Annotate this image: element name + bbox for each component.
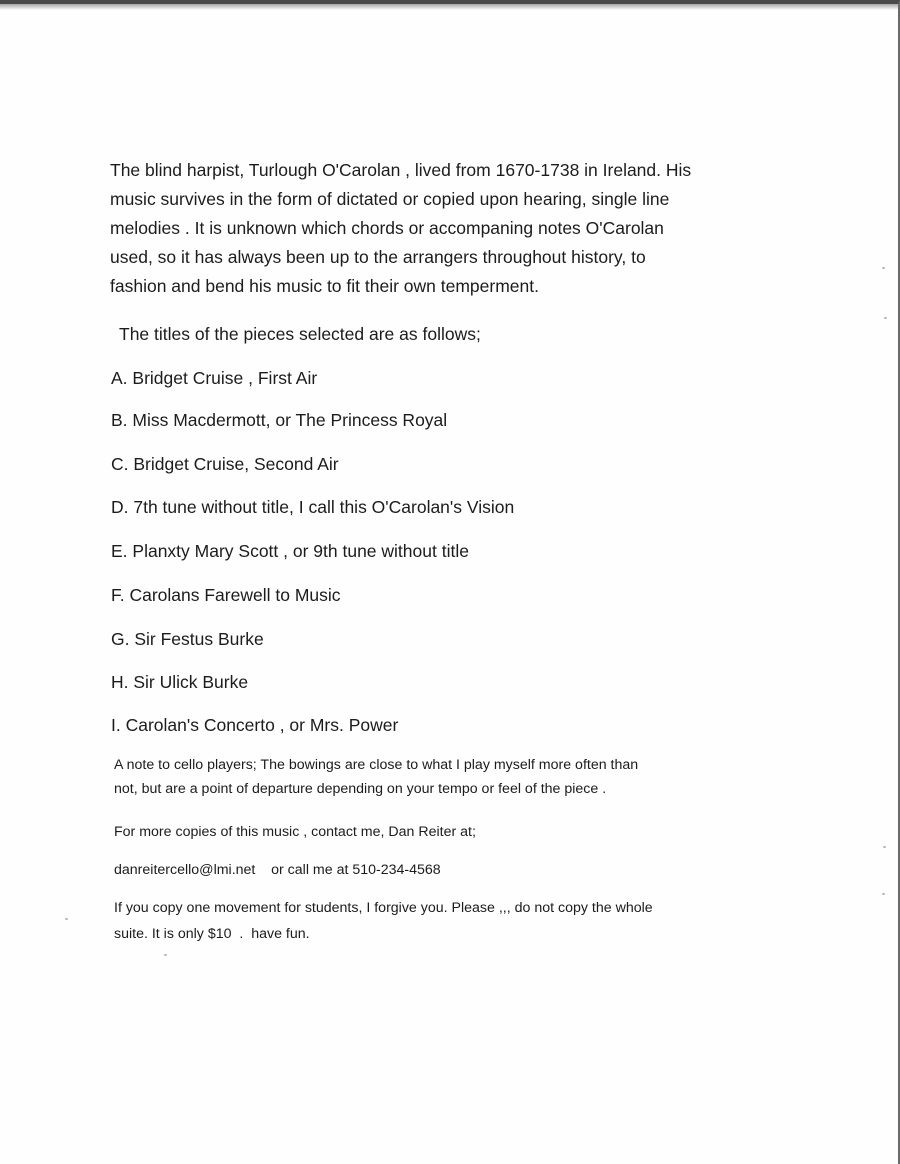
list-item: A. Bridget Cruise , First Air	[111, 368, 318, 388]
intro-line: The blind harpist, Turlough O'Carolan , lived from 1670-1738 in Ireland. His	[110, 160, 692, 180]
list-item: I. Carolan's Concerto , or Mrs. Power	[111, 715, 399, 735]
closing-line: suite. It is only $10 . have fun.	[114, 926, 310, 942]
titles-heading: The titles of the pieces selected are as follows;	[119, 324, 481, 344]
closing-line: If you copy one movement for students, I forgive you. Please ,,, do not copy the whole	[114, 900, 653, 916]
scan-speck	[884, 317, 887, 319]
scan-speck	[883, 846, 886, 848]
list-item: G. Sir Festus Burke	[111, 629, 264, 649]
note-line: not, but are a point of departure depending on your tempo or feel of the piece .	[114, 781, 607, 797]
contact-line: danreitercello@lmi.net or call me at 510-234-4568	[114, 862, 441, 878]
intro-line: music survives in the form of dictated or copied upon hearing, single line	[110, 189, 670, 209]
list-item: D. 7th tune without title, I call this O'Carolan's Vision	[111, 497, 515, 517]
intro-line: used, so it has always been up to the arrangers throughout history, to	[110, 247, 646, 267]
list-item: H. Sir Ulick Burke	[111, 672, 249, 692]
copies-note: For more copies of this music , contact me, Dan Reiter at;	[114, 824, 476, 840]
scan-speck	[65, 918, 68, 920]
scan-speck	[164, 954, 167, 956]
scan-speck	[882, 267, 885, 269]
list-item: E. Planxty Mary Scott , or 9th tune without title	[111, 541, 469, 561]
scan-edge-shadow	[0, 4, 898, 10]
list-item: B. Miss Macdermott, or The Princess Royal	[111, 410, 448, 430]
note-line: A note to cello players; The bowings are close to what I play myself more often than	[114, 757, 639, 773]
scan-speck	[882, 893, 885, 895]
list-item: C. Bridget Cruise, Second Air	[111, 454, 339, 474]
intro-line: fashion and bend his music to fit their own temperment.	[110, 276, 539, 296]
list-item: F. Carolans Farewell to Music	[111, 585, 341, 605]
intro-line: melodies . It is unknown which chords or accompaning notes O'Carolan	[110, 218, 664, 238]
